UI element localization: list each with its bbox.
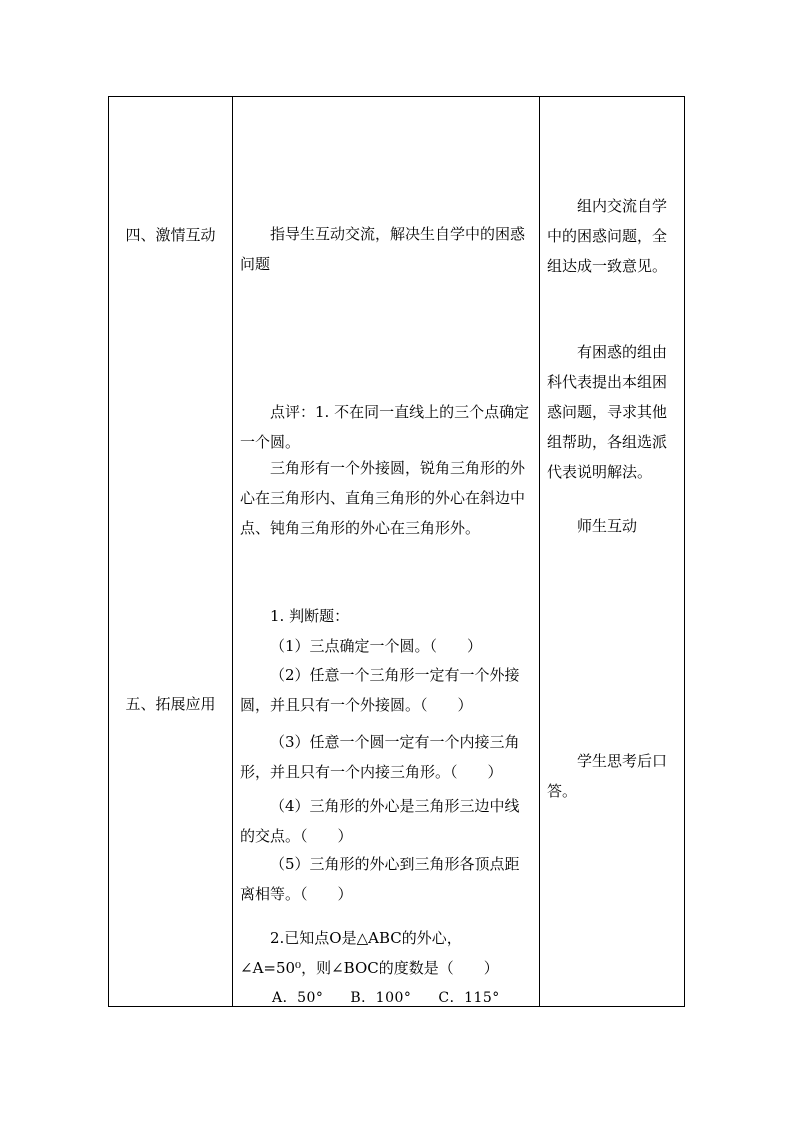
column-divider — [539, 97, 540, 1006]
column-divider — [232, 97, 233, 1006]
teacher-activity-text: 指导生互动交流，解决生自学中的困惑问题 — [240, 225, 526, 273]
question-title: 1. 判断题： — [270, 607, 350, 625]
question-item: （3）任意一个圆一定有一个内接三角形，并且只有一个内接三角形。（ ） — [240, 733, 520, 781]
question-item: （5）三角形的外心到三角形各顶点距离相等。（ ） — [240, 855, 520, 903]
option-a: A．50° — [272, 990, 324, 1006]
section-label-interaction: 四、激情互动 — [125, 226, 216, 244]
question-2-text: 2.已知点O是△ABC的外心，∠A=50⁰，则∠BOC的度数是（ ） — [240, 929, 499, 977]
comment-text-2: 三角形有一个外接圆，锐角三角形的外心在三角形内、直角三角形的外心在斜边中点、钝角三角形的外心在三角形外。 — [240, 459, 526, 537]
student-answer-text: 学生思考后口答。 — [547, 752, 668, 800]
student-group-text: 有困惑的组由科代表提出本组困惑问题，寻求其他组帮助，各组选派代表说明解法。 — [547, 343, 668, 481]
option-b: B．100° — [350, 990, 412, 1006]
section-label-application: 五、拓展应用 — [125, 695, 216, 713]
question-item: （4）三角形的外心是三角形三边中线的交点。（ ） — [240, 797, 520, 845]
comment-text-1: 点评：1. 不在同一直线上的三个点确定一个圆。 — [240, 403, 530, 451]
question-item: （2）任意一个三角形一定有一个外接圆，并且只有一个外接圆。（ ） — [240, 666, 520, 714]
option-c: C．115° — [438, 990, 500, 1006]
student-activity-text: 组内交流自学中的困惑问题，全组达成一致意见。 — [547, 197, 668, 275]
lesson-table — [108, 96, 685, 1007]
student-interaction-text: 师生互动 — [577, 517, 638, 535]
answer-options — [240, 988, 533, 1008]
question-item: （1）三点确定一个圆。（ ） — [270, 637, 483, 655]
